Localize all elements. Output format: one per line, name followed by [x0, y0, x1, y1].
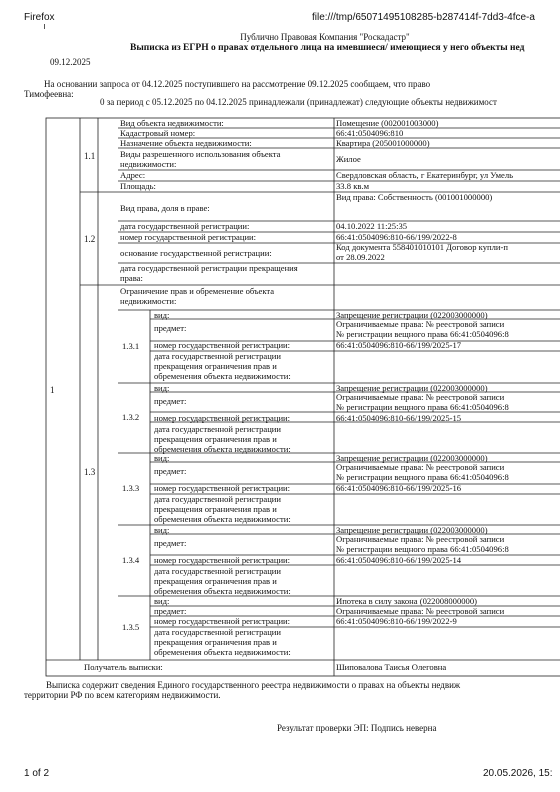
encumbrance-reg-number-label: номер государственной регистрации:: [154, 484, 291, 493]
print-timestamp: 20.05.2026, 15:: [483, 768, 553, 779]
permitted-use-value: Жилое: [336, 155, 361, 164]
encumbrance-reg-number-value: 66:41:0504096:810-66/199/2025-15: [336, 414, 462, 423]
encumbrance-termination-label: дата государственной регистрации: [154, 567, 282, 576]
right-type-label: Вид права, доля в праве:: [120, 204, 210, 213]
reg-date-value: 04.10.2022 11:25:35: [336, 222, 408, 231]
encumbrance-type-value: Ипотека в силу закона (022008000000): [336, 597, 478, 606]
signature-check-result: Результат проверки ЭП: Подпись неверна: [277, 723, 437, 733]
encumbrance-reg-number-value: 66:41:0504096:810-66/199/2022-9: [336, 617, 457, 626]
reg-basis-value-cont: от 28.09.2022: [336, 253, 385, 262]
encumbrance-type-value: Запрещение регистрации (022003000000): [336, 454, 488, 463]
cadastral-number-label: Кадастровый номер:: [120, 129, 196, 138]
encumbrance-termination-label: дата государственной регистрации: [154, 495, 282, 504]
encumbrance-termination-label-cont2: обременения объекта недвижимости:: [154, 445, 291, 454]
section-number-1: 1: [50, 385, 55, 395]
page-url: file:///tmp/65071495108285-b287414f-7dd3-4fce-a: [312, 12, 535, 23]
purpose-value: Квартира (205001000000): [336, 139, 430, 148]
purpose-label: Назначение объекта недвижимости:: [120, 139, 252, 148]
encumbrance-subject-value-cont: № регистрации вещного права 66:41:0504096:8: [336, 403, 509, 412]
encumbrance-subject-value-cont: № регистрации вещного права 66:41:0504096:8: [336, 330, 509, 339]
encumbrance-termination-label-cont: прекращения ограничения прав и: [154, 577, 277, 586]
browser-name: Firefox: [24, 12, 55, 23]
encumbrance-termination-label: дата государственной регистрации: [154, 628, 282, 637]
encumbrance-type-value: Запрещение регистрации (022003000000): [336, 311, 488, 320]
encumbrance-termination-label-cont: прекращения ограничения прав и: [154, 362, 277, 371]
section-number-1-3: 1.3: [84, 467, 96, 477]
address-label: Адрес:: [120, 171, 146, 180]
document-date: 09.12.2025: [50, 57, 91, 67]
encumbrance-termination-label-cont: прекращения ограничения прав и: [154, 638, 277, 647]
permitted-use-label: Виды разрешенного использования объекта: [120, 150, 281, 159]
encumbrance-number: 1.3.5: [122, 623, 140, 632]
encumbrance-termination-label-cont: прекращения ограничения прав и: [154, 435, 277, 444]
reg-number-value: 66:41:0504096:810-66/199/2022-8: [336, 233, 457, 242]
encumbrance-subject-label: предмет:: [154, 324, 187, 333]
encumbrance-reg-number-label: номер государственной регистрации:: [154, 556, 291, 565]
permitted-use-label-cont: недвижимости:: [120, 160, 177, 169]
encumbrance-subject-label: предмет:: [154, 467, 187, 476]
encumbrance-header: Ограничение прав и обременение объекта: [120, 287, 275, 296]
encumbrance-type-value: Запрещение регистрации (022003000000): [336, 384, 488, 393]
encumbrance-type-label: вид:: [154, 454, 170, 463]
encumbrance-termination-label: дата государственной регистрации: [154, 352, 282, 361]
footer-note-cont: территории РФ по всем категориям недвижимости.: [24, 690, 221, 700]
recipient-label: Получатель выписки:: [84, 663, 163, 672]
encumbrance-type-label: вид:: [154, 526, 170, 535]
section-number-1-1: 1.1: [84, 151, 96, 161]
encumbrance-reg-number-label: номер государственной регистрации:: [154, 617, 291, 626]
encumbrance-reg-number-label: номер государственной регистрации:: [154, 414, 291, 423]
intro-paragraph-cont: Тимофеевна:: [24, 89, 74, 99]
recipient-value: Шиповалова Таисья Олеговна: [336, 663, 447, 672]
encumbrance-subject-value: Ограничиваемые права: № реестровой записи: [336, 463, 505, 472]
encumbrance-termination-label: дата государственной регистрации: [154, 425, 282, 434]
encumbrance-number: 1.3.4: [122, 555, 140, 565]
encumbrance-subject-value: Ограничиваемые права: № реестровой записи: [336, 320, 505, 329]
reg-number-label: номер государственной регистрации:: [120, 233, 257, 242]
intro-paragraph: На основании запроса от 04.12.2025 поступившего на рассмотрение 09.12.2025 сообщаем, что право: [44, 79, 431, 89]
encumbrance-reg-number-label: номер государственной регистрации:: [154, 341, 291, 350]
footer-note: Выписка содержит сведения Единого государственного реестра недвижимости о правах на объекты недвиж: [46, 680, 461, 690]
encumbrance-termination-label-cont2: обременения объекта недвижимости:: [154, 372, 291, 381]
encumbrance-subject-label: предмет:: [154, 607, 187, 616]
address-value: Свердловская область, г Екатеринбург, ул Умель: [336, 171, 514, 180]
encumbrance-subject-value-cont: № регистрации вещного права 66:41:0504096:8: [336, 473, 509, 482]
object-type-value: Помещение (002001003000): [336, 119, 439, 128]
encumbrance-type-label: вид:: [154, 384, 170, 393]
encumbrance-subject-label: предмет:: [154, 397, 187, 406]
encumbrance-termination-label-cont2: обременения объекта недвижимости:: [154, 515, 291, 524]
encumbrance-termination-label-cont: прекращения ограничения прав и: [154, 505, 277, 514]
encumbrance-number: 1.3.1: [122, 341, 140, 351]
encumbrance-subject-value-cont: № регистрации вещного права 66:41:0504096:8: [336, 545, 509, 554]
encumbrance-subject-label: предмет:: [154, 539, 187, 548]
page-counter: 1 of 2: [24, 768, 50, 779]
termination-date-label: дата государственной регистрации прекращения: [120, 264, 298, 273]
area-label: Площадь:: [120, 182, 156, 191]
section-number-1-2: 1.2: [84, 234, 96, 244]
document-title: Выписка из ЕГРН о правах отдельного лица на имевшиеся/ имеющиеся у него объекты нед: [130, 43, 525, 53]
reg-date-label: дата государственной регистрации:: [120, 222, 250, 231]
encumbrance-type-value: Запрещение регистрации (022003000000): [336, 526, 488, 535]
encumbrance-number: 1.3.3: [122, 484, 140, 493]
encumbrance-number: 1.3.2: [122, 413, 140, 422]
encumbrance-type-label: вид:: [154, 311, 170, 320]
object-type-label: Вид объекта недвижимости:: [120, 119, 224, 128]
encumbrance-reg-number-value: 66:41:0504096:810-66/199/2025-16: [336, 484, 462, 493]
encumbrance-reg-number-value: 66:41:0504096:810-66/199/2025-14: [336, 556, 462, 565]
period-paragraph: 0 за период с 05.12.2025 по 04.12.2025 принадлежали (принадлежат) следующие объекты недвижимост: [100, 97, 497, 107]
area-value: 33.8 кв.м: [336, 182, 370, 191]
cadastral-number-value: 66:41:0504096:810: [336, 129, 404, 138]
termination-date-label-cont: права:: [120, 274, 143, 283]
encumbrance-termination-label-cont2: обременения объекта недвижимости:: [154, 648, 291, 657]
company-name: Публично Правовая Компания "Роскадастр": [240, 32, 410, 42]
right-type-value: Вид права: Собственность (001001000000): [336, 193, 493, 202]
reg-basis-value: Код документа 558401010101 Договор купли-п: [336, 243, 508, 252]
encumbrance-subject-value: Ограничиваемые права: № реестровой записи: [336, 393, 505, 402]
encumbrance-header-cont: недвижимости:: [120, 297, 177, 306]
encumbrance-termination-label-cont2: обременения объекта недвижимости:: [154, 587, 291, 596]
encumbrance-subject-value: Ограничиваемые права: № реестровой записи: [336, 535, 505, 544]
encumbrance-subject-value: Ограничиваемые права: № реестровой записи: [336, 607, 505, 616]
encumbrance-reg-number-value: 66:41:0504096:810-66/199/2025-17: [336, 341, 462, 350]
tick-mark: [44, 24, 45, 29]
encumbrance-type-label: вид:: [154, 597, 170, 606]
reg-basis-label: основание государственной регистрации:: [120, 249, 272, 258]
